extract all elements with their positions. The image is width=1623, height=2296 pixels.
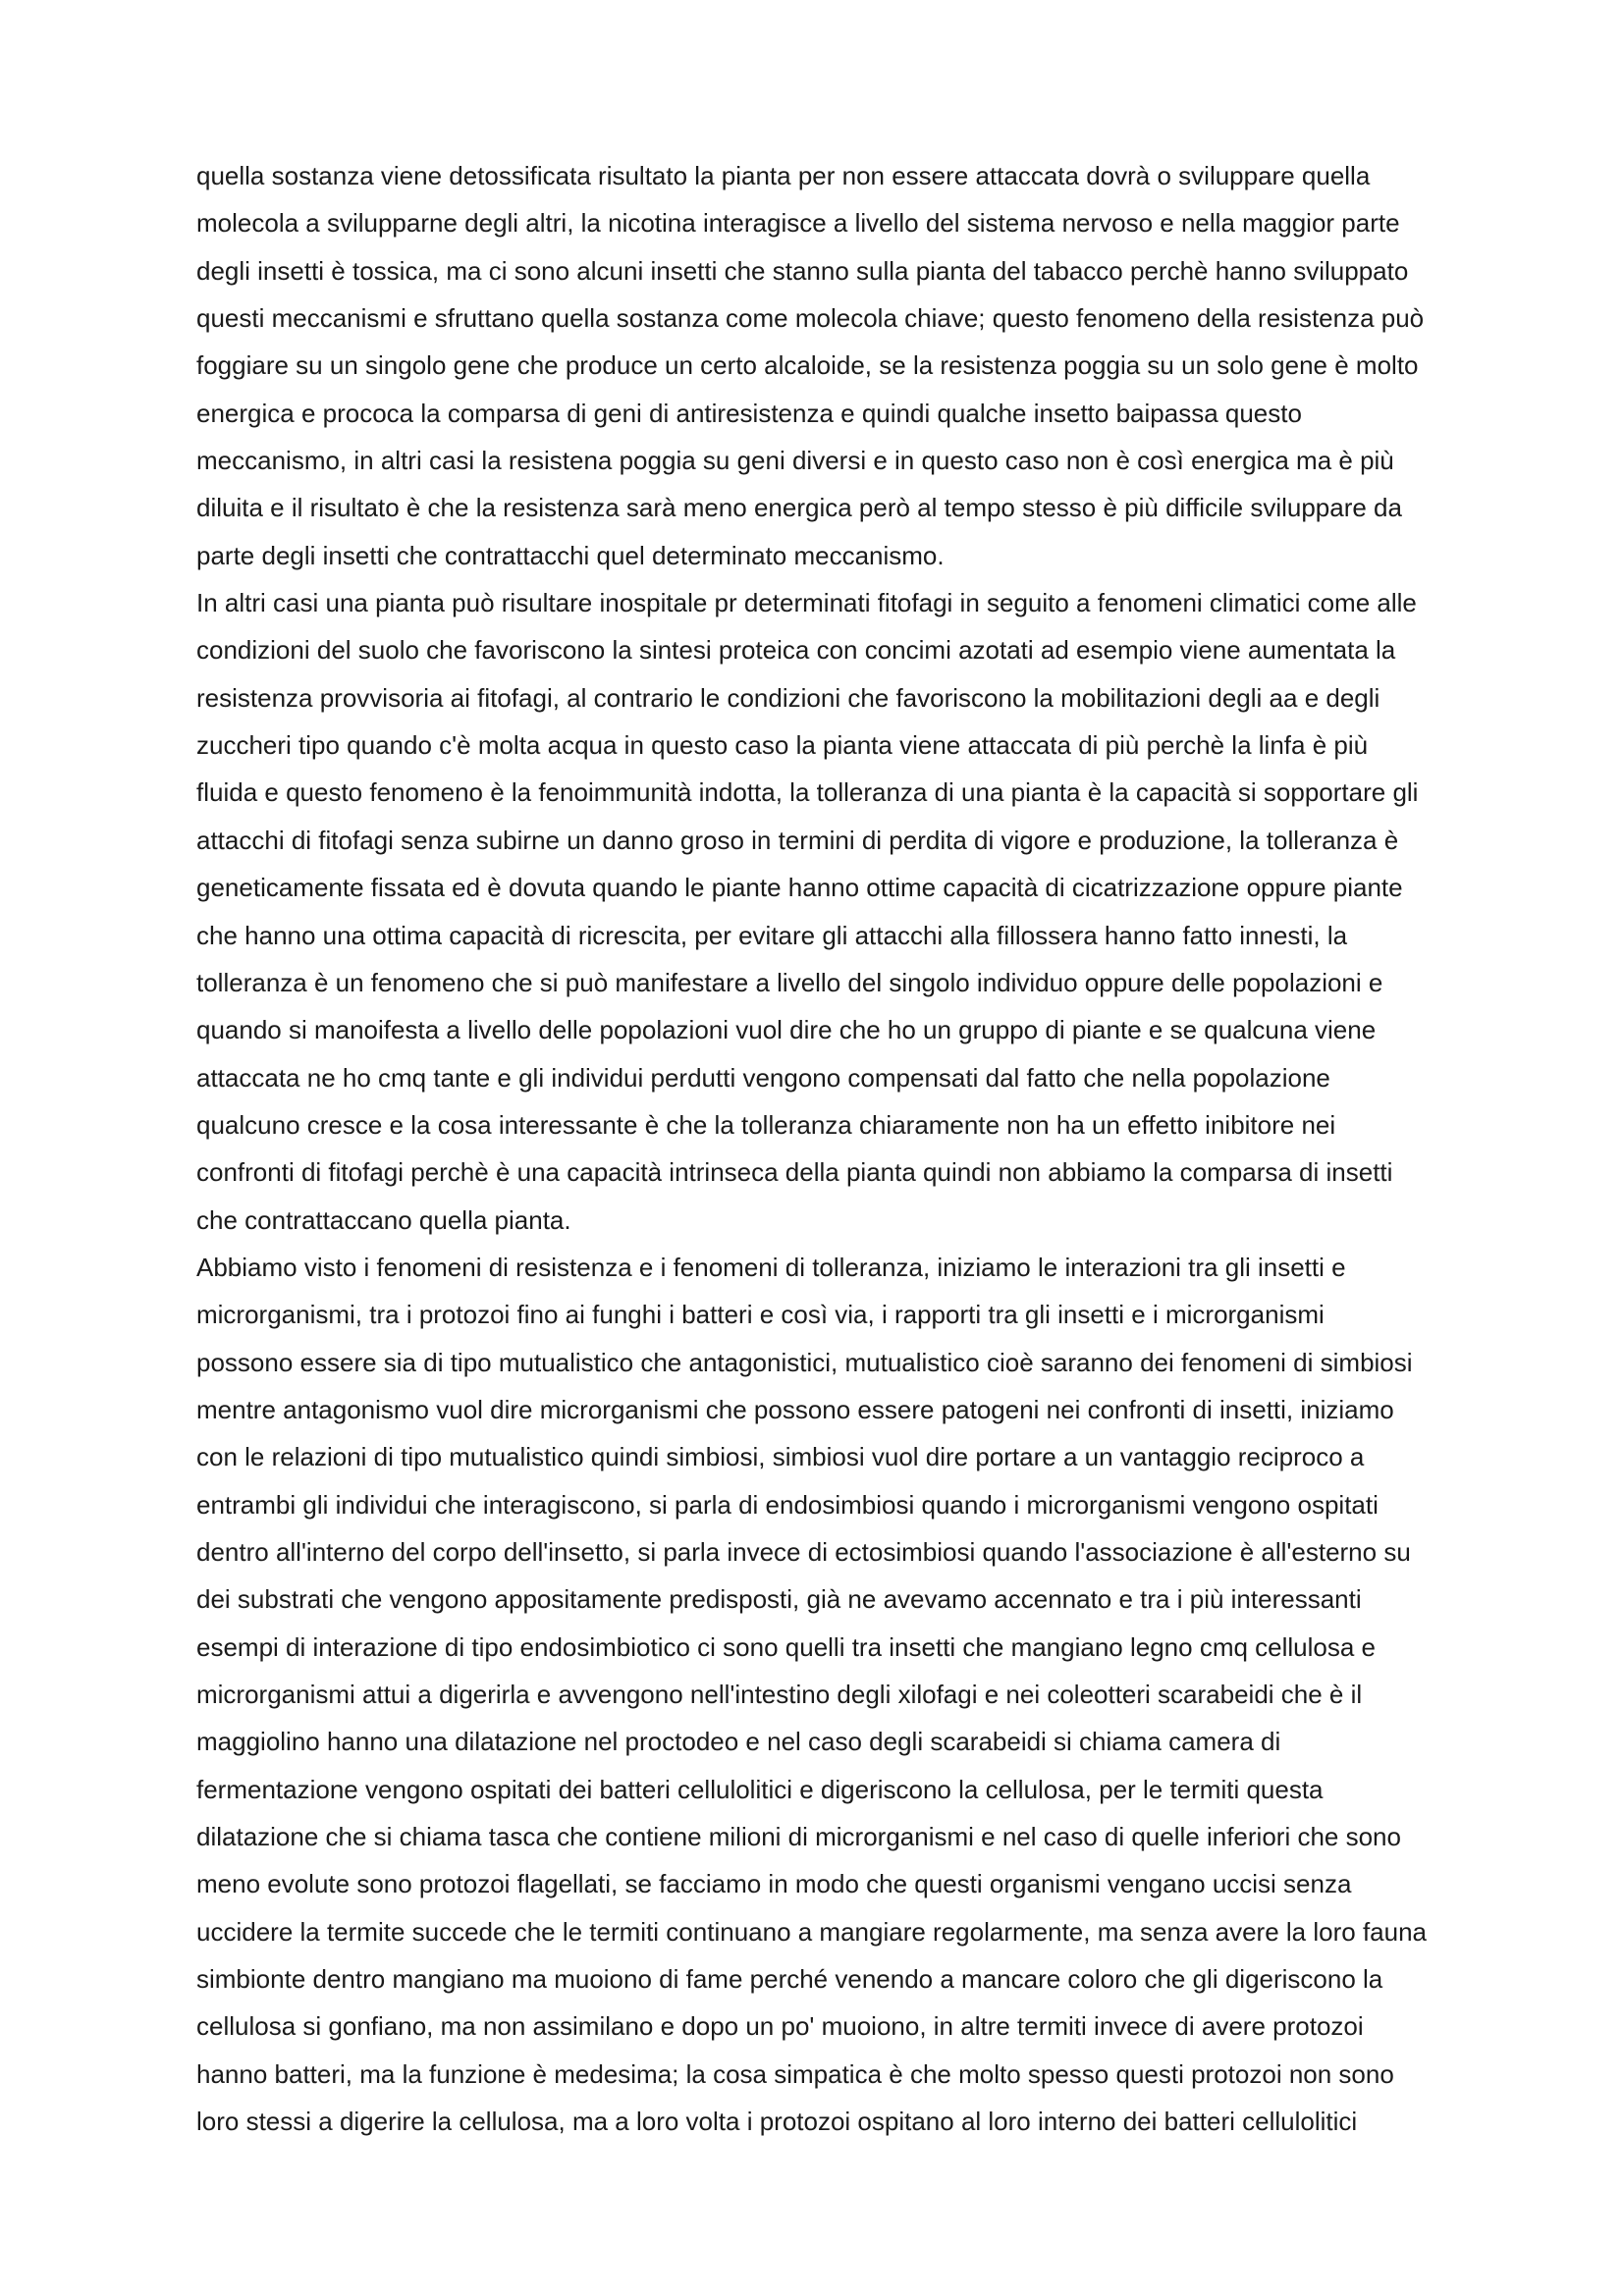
text-line: microrganismi, tra i protozoi fino ai funghi i batteri e così via, i rapporti tra gli insetti e i microrganismi [196, 1300, 1325, 1330]
text-line: tolleranza è un fenomeno che si può manifestare a livello del singolo individuo oppure delle popolazioni e [196, 967, 1383, 997]
text-line: resistenza provvisoria ai fitofagi, al contrario le condizioni che favoriscono la mobilitazioni degli aa e degli [196, 682, 1380, 713]
text-line: fluida e questo fenomeno è la fenoimmunità indotta, la tolleranza di una pianta è la capacità si sopportare gli [196, 777, 1419, 808]
text-line: possono essere sia di tipo mutualistico che antagonistici, mutualistico cioè saranno dei fenomeni di simbiosi [196, 1347, 1413, 1377]
text-line: foggiare su un singolo gene che produce un certo alcaloide, se la resistenza poggia su un solo gene è molto [196, 350, 1419, 381]
text-line: cellulosa si gonfiano, ma non assimilano e dopo un po' muoiono, in altre termiti invece di avere protozoi [196, 2011, 1364, 2042]
text-line: zuccheri tipo quando c'è molta acqua in questo caso la pianta viene attaccata di più perchè la linfa è più [196, 730, 1369, 761]
text-line: geneticamente fissata ed è dovuta quando le piante hanno ottime capacità di cicatrizzazione oppure piante [196, 873, 1403, 903]
text-line: che contrattaccano quella pianta. [196, 1204, 571, 1235]
text-line: esempi di interazione di tipo endosimbiotico ci sono quelli tra insetti che mangiano legno cmq cellulosa e [196, 1631, 1377, 1662]
text-line: dentro all'interno del corpo dell'insetto, si parla invece di ectosimbiosi quando l'associazione è all'esterno su [196, 1536, 1411, 1567]
text-line: quella sostanza viene detossificata risultato la pianta per non essere attaccata dovrà o sviluppare quella [196, 161, 1371, 190]
text-line: loro stessi a digerire la cellulosa, ma a loro volta i protozoi ospitano al loro interno dei batteri cellulolitici [196, 2107, 1358, 2137]
text-line: diluita e il risultato è che la resistenza sarà meno energica però al tempo stesso è più difficile sviluppare da [196, 493, 1402, 523]
text-line: In altri casi una pianta può risultare inospitale pr determinati fitofagi in seguito a fenomeni climatici come alle [196, 588, 1417, 618]
text-line: meccanismo, in altri casi la resistena poggia su geni diversi e in questo caso non è così energica ma è più [196, 446, 1394, 476]
text-line: fermentazione vengono ospitati dei batteri cellulolitici e digeriscono la cellulosa, per le termiti questa [196, 1774, 1324, 1804]
text-line: dilatazione che si chiama tasca che contiene milioni di microrganismi e nel caso di quelle inferiori che sono [196, 1822, 1401, 1852]
text-line: quando si manoifesta a livello delle popolazioni vuol dire che ho un gruppo di piante e se qualcuna viene [196, 1015, 1377, 1045]
text-line: hanno batteri, ma la funzione è medesima; la cosa simpatica è che molto spesso questi protozoi non sono [196, 2058, 1394, 2089]
text-line: maggiolino hanno una dilatazione nel proctodeo e nel caso degli scarabeidi si chiama camera di [196, 1727, 1281, 1757]
text-line: qualcuno cresce e la cosa interessante è che la tolleranza chiaramente non ha un effetto inibitore nei [196, 1109, 1336, 1140]
text-line: con le relazioni di tipo mutualistico quindi simbiosi, simbiosi vuol dire portare a un vantaggio reciproco a [196, 1442, 1365, 1472]
text-line: questi meccanismi e sfruttano quella sostanza come molecola chiave; questo fenomeno della resistenza può [196, 303, 1425, 334]
text-line: attacchi di fitofagi senza subirne un danno groso in termini di perdita di vigore e produzione, la tolleranza è [196, 825, 1399, 855]
text-line: condizioni del suolo che favoriscono la sintesi proteica con concimi azotati ad esempio viene aumentata la [196, 635, 1396, 666]
body-text [196, 152, 1483, 2145]
text-line: confronti di fitofagi perchè è una capacità intrinseca della pianta quindi non abbiamo la comparsa di insetti [196, 1157, 1393, 1188]
text-line: parte degli insetti che contrattacchi quel determinato meccanismo. [196, 540, 945, 570]
text-line: molecola a svilupparne degli altri, la nicotina interagisce a livello del sistema nervoso e nella maggior parte [196, 208, 1400, 239]
text-line: attaccata ne ho cmq tante e gli individui perdutti vengono compensati dal fatto che nella popolazione [196, 1062, 1330, 1093]
text-line: meno evolute sono protozoi flagellati, se facciamo in modo che questi organismi vengano uccisi senza [196, 1869, 1352, 1899]
text-line: mentre antagonismo vuol dire microrganismi che possono essere patogeni nei confronti di insetti, iniziamo [196, 1394, 1394, 1424]
text-line: energica e prococa la comparsa di geni di antiresistenza e quindi qualche insetto baipassa questo [196, 398, 1302, 428]
text-line: dei substrati che vengono appositamente predisposti, già ne avevamo accennato e tra i più interessanti [196, 1584, 1362, 1615]
text-line: microrganismi attui a digerirla e avvengono nell'intestino degli xilofagi e nei coleotteri scarabeidi che è il [196, 1680, 1363, 1709]
text-line: simbionte dentro mangiano ma muoiono di fame perché venendo a mancare coloro che gli digeriscono la [196, 1964, 1383, 1995]
text-line: uccidere la termite succede che le termiti continuano a mangiare regolarmente, ma senza avere la loro fauna [196, 1916, 1428, 1947]
text-line: entrambi gli individui che interagiscono, si parla di endosimbiosi quando i microrganismi vengono ospitati [196, 1489, 1379, 1520]
text-line: degli insetti è tossica, ma ci sono alcuni insetti che stanno sulla pianta del tabacco perchè hanno sviluppato [196, 255, 1409, 286]
text-line: Abbiamo visto i fenomeni di resistenza e i fenomeni di tolleranza, iniziamo le interazioni tra gli insetti e [196, 1252, 1346, 1282]
text-line: che hanno una ottima capacità di ricrescita, per evitare gli attacchi alla fillossera hanno fatto innesti, la [196, 920, 1348, 950]
